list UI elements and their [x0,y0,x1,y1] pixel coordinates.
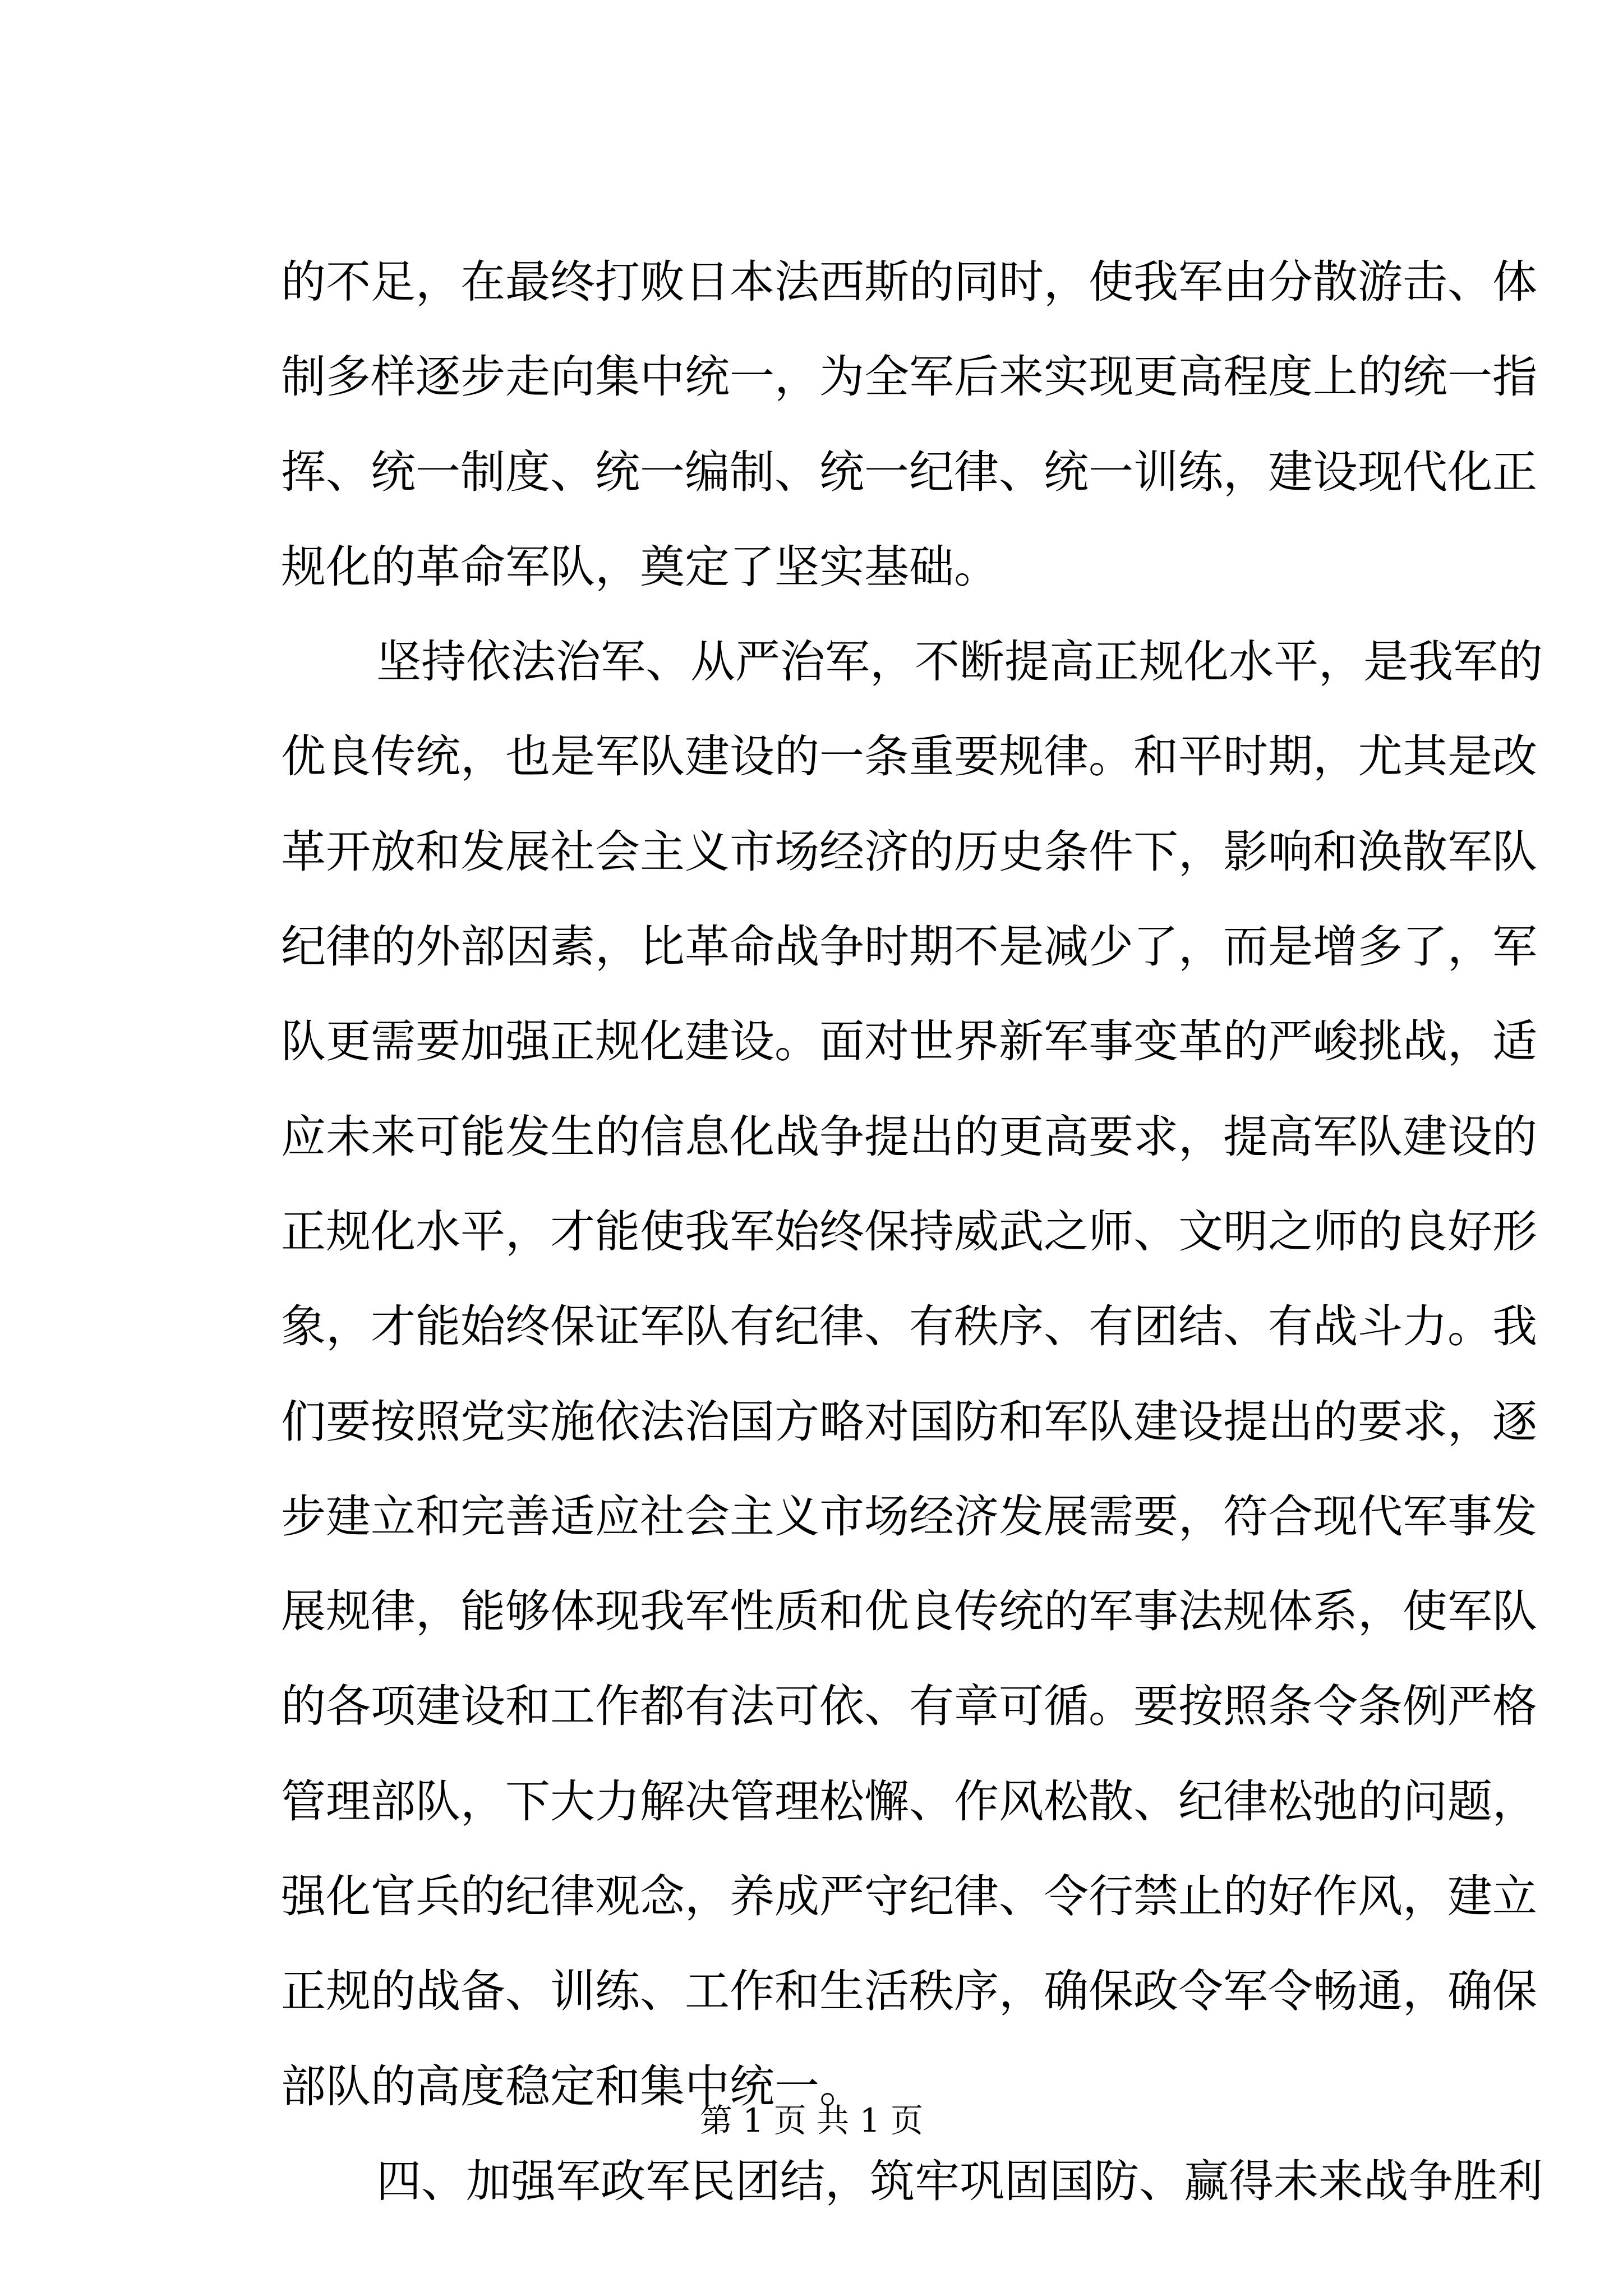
text-line: 强化官兵的纪律观念，养成严守纪律、令行禁止的好作风，建立 [281,1870,1537,1923]
text-line: 规化的革命军队，奠定了坚实基础。 [281,540,999,593]
page-footer: 第 1 页 共 1 页 [700,2101,923,2139]
text-line: 革开放和发展社会主义市场经济的历史条件下，影响和涣散军队 [281,825,1537,878]
text-line: 应未来可能发生的信息化战争提出的更高要求，提高军队建设的 [281,1110,1537,1163]
text-line: 队更需要加强正规化建设。面对世界新军事变革的严峻挑战，适 [281,1015,1537,1068]
text-line: 挥、统一制度、统一编制、统一纪律、统一训练，建设现代化正 [281,445,1537,498]
text-line: 的各项建设和工作都有法可依、有章可循。要按照条令条例严格 [281,1680,1537,1733]
text-line: 四、加强军政军民团结，筑牢巩固国防、赢得未来战争胜利 [376,2155,1543,2207]
text-line: 部队的高度稳定和集中统一。 [281,2060,864,2113]
text-line: 优良传统，也是军队建设的一条重要规律。和平时期，尤其是改 [281,730,1537,783]
text-line: 制多样逐步走向集中统一，为全军后来实现更高程度上的统一指 [281,351,1537,403]
text-line: 步建立和完善适应社会主义市场经济发展需要，符合现代军事发 [281,1490,1537,1543]
body-text [281,234,1543,2229]
text-line: 正规的战备、训练、工作和生活秩序，确保政令军令畅通，确保 [281,1965,1537,2018]
text-line: 展规律，能够体现我军性质和优良传统的军事法规体系，使军队 [281,1585,1537,1638]
text-line: 正规化水平，才能使我军始终保持威武之师、文明之师的良好形 [281,1205,1537,1258]
text-line: 的不足，在最终打败日本法西斯的同时，使我军由分散游击、体 [281,256,1537,308]
text-line: 纪律的外部因素，比革命战争时期不是减少了，而是增多了，军 [281,921,1537,973]
text-line: 象，才能始终保证军队有纪律、有秩序、有团结、有战斗力。我 [281,1300,1537,1353]
text-line: 们要按照党实施依法治国方略对国防和军队建设提出的要求，逐 [281,1395,1537,1448]
text-line: 坚持依法治军、从严治军，不断提高正规化水平，是我军的 [376,636,1543,688]
text-line: 管理部队，下大力解决管理松懈、作风松散、纪律松弛的问题， [281,1775,1537,1828]
